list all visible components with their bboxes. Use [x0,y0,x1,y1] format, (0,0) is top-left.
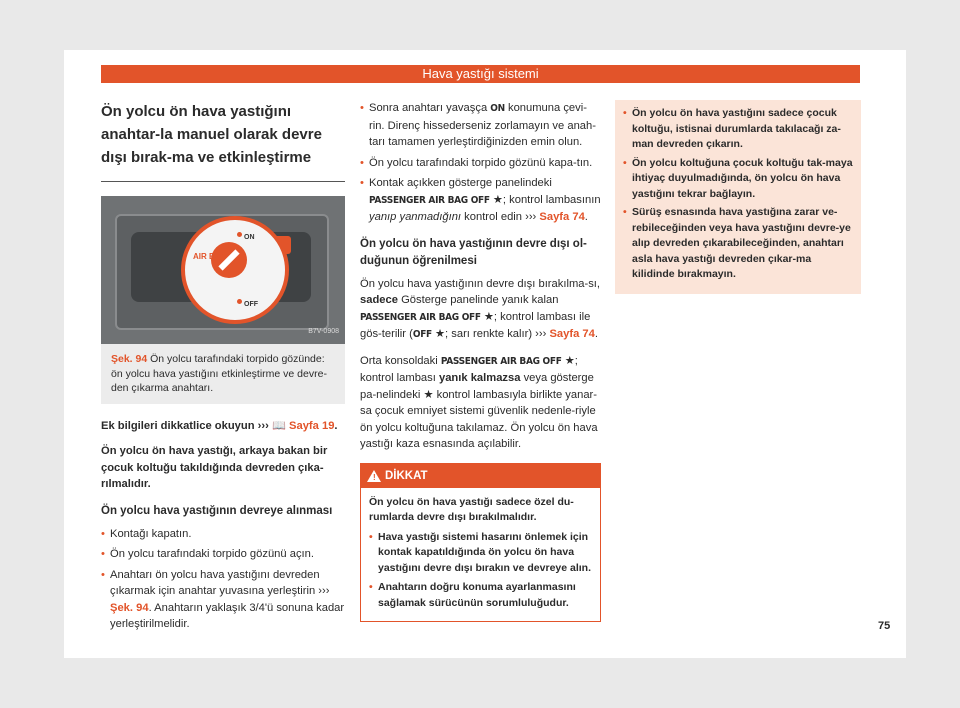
off-dot-icon [237,299,242,304]
intro-page-link[interactable]: Sayfa 19 [289,419,335,432]
warning-body [361,488,600,622]
bullet3-text-a: Anahtarı ön yolcu hava yastığını devreden çıkarmak için anahtar yuvasına yerleştirin ››› [110,568,330,597]
p1-text-d: ; sarı renkte kalır) ››› [445,328,547,340]
page-link[interactable]: Sayfa 74 [549,328,595,340]
console-paragraph: Orta konsoldaki PASSENGER AIR BAG OFF ★; kontrol lambası yanık kalmazsa veya gösterge pa-nelindeki ★ kontrol lambasıyla birlikte yanar-sa çocuk emniyet sistemi güvenlik nedenle-riyle ön yolcu koltuğuna takılamaz. Ön yolcu ön hava yastığı kaza esnasında açılabilir. [360,354,598,450]
bullet3-text-b: . Anahtarın yaklaşık 3/4'ü sonuna kadar yerleştirilmelidir. [110,601,345,630]
caption-text: Ön yolcu tarafındaki torpido gözünde: ön yolcu hava yastığını etkinleştirme ve devre-den çıkarma anahtarı. [111,353,327,394]
p1-end: . [594,328,598,340]
figure-code: B7V-0908 [308,327,339,335]
deactivation-check-heading: Ön yolcu ön hava yastığının devre dışı ol-duğunun öğrenilmesi [360,237,587,267]
airbag-warning-lamp-icon: ★ [564,354,575,367]
p2-bold: yanık kalmazsa [438,372,521,384]
figure-caption [101,344,345,404]
warning-intro: Ön yolcu ön hava yastığı sadece özel du-rumlarda devre dışı bırakılmalıdır. [369,495,574,523]
column-middle [360,100,601,622]
list-item: • Sürüş esnasında hava yastığına zarar ve-rebileceğinden veya hava yastığını devre-ye alıp devreden çıkarabileceğinden, anahtarı asla hava yastığı devreden çıkar-ma kilidinde bırakmayın. [623,205,853,283]
airbag-warning-lamp-icon: ★ [492,193,503,206]
off-lamp-label: OFF [412,329,432,340]
on-position-label: ON [490,103,505,114]
child-seat-warning-text: Ön yolcu ön hava yastığı, arkaya bakan bir çocuk koltuğu takıldığında devreden çıka-rılmalıdır. [101,445,328,490]
glovebox-figure [101,196,345,344]
b3-text-c: kontrol edin ››› [464,211,537,223]
p1-text-a: Ön yolcu hava yastığının devre dışı bırakılma-sı, [360,277,601,290]
intro-paragraph [101,418,345,435]
b3-italic: yanıp yanmadığını [369,211,462,223]
b1-text-a: Sonra anahtarı yavaşça [369,102,488,114]
b3-text-b: kontrol lambasının [509,193,601,206]
title-divider [101,181,345,182]
section-header: Hava yastığı sistemi [101,65,860,83]
p2-text-c: veya gösterge pa-nelindeki [360,372,594,401]
p2-text-a: Orta konsoldaki [360,354,438,367]
airbag-warning-lamp-icon: ★ [435,328,446,340]
list-item: • Ön yolcu ön hava yastığını sadece çocuk koltuğu, istisnai durumlarda takılacağı za-man devreden çıkarın. [623,106,853,153]
airbag-warning-lamp-icon: ★ [423,388,434,401]
b3-text-a: Kontak açıkken gösterge panelindeki [369,177,552,189]
book-icon: 📖 [271,419,286,432]
status-paragraph: Ön yolcu hava yastığının devre dışı bırakılma-sı, sadece Gösterge panelinde yanık kalan PASSENGER AIR BAG OFF ★; kontrol lambası ile gös-terilir (OFF ★; sarı renkte kalır) ››› Sayfa 74. [360,277,601,340]
figure-ref: Şek. 94 [111,353,148,365]
intro-end: . [334,419,338,432]
list-item [360,100,601,151]
warning-title: DİKKAT [385,469,428,482]
page-title: Ön yolcu ön hava yastığını anahtar-la manuel olarak devre dışı bırak-ma ve etkinleştirme [101,103,322,166]
list-item: • Ön yolcu tarafındaki torpido gözünü kapa-tın. [360,155,601,172]
intro-text: Ek bilgileri dikkatlice okuyun ››› [101,419,269,432]
list-item: • Ön yolcu koltuğuna çocuk koltuğu tak-maya ihtiyaç duyulmadığında, ön yolcu ön hava yastığını tekrar bağlayın. [623,156,853,203]
list-item: • Anahtarın doğru konuma ayarlanmasını sağlamak sürücünün sorumluluğudur. [369,580,592,611]
p1-text-b: Gösterge panelinde yanık kalan [401,294,559,306]
b3-end: . [584,211,588,223]
page-number: 75 [878,620,891,632]
warning-header: ! DİKKAT [361,464,600,488]
p1-text-c: kontrol lambası ile gös-terilir ( [360,310,591,340]
note-box [615,100,861,294]
b1-text-b: konumuna çevi-rin. Direnç hissederseniz zorlamayın ve anah-tarı tamamen yerleştirdiğinizden emin olun. [369,102,596,148]
list-item: • Kontağı kapatın. [101,526,345,543]
p1-bold: sadece [360,294,398,306]
passenger-airbag-off-label: PASSENGER AIR BAG OFF [369,194,490,206]
airbag-label: AIR BAG [193,252,227,261]
off-label: OFF [244,301,258,308]
list-item: • Kontak açıkken gösterge panelindeki PASSENGER AIR BAG OFF ★; kontrol lambasının yanıp yanmadığını kontrol edin ››› Sayfa 74. [360,175,601,226]
page-link[interactable]: Sayfa 74 [539,211,585,223]
activation-heading: Ön yolcu hava yastığının devreye alınması [101,504,333,517]
on-label: ON [244,234,255,241]
passenger-airbag-off-label: PASSENGER AIR BAG OFF [360,311,481,323]
airbag-warning-lamp-icon: ★ [483,310,494,323]
on-dot-icon [237,232,242,237]
p2-text-d: kontrol lambasıyla birlikte yanar-sa çocuk emniyet sistemi güvenlik nedenle-riyle ön yolcu koltuğuna takılamaz. Ön yolcu ön hava yastığı kaza esnasında açılabilir. [360,388,598,450]
list-item [101,567,345,633]
warning-box [360,463,601,623]
p2-text-b: kontrol lambası [360,372,436,384]
figure-link[interactable]: Şek. 94 [110,601,149,614]
list-item: • Hava yastığı sistemi hasarını önlemek için kontak kapatıldığında ön yolcu ön hava yastığını devre dışı bırakın ve devreye alın. [369,530,592,577]
passenger-airbag-off-label: PASSENGER AIR BAG OFF [440,355,562,367]
column-left [101,100,345,637]
column-right [615,100,861,294]
list-item: • Ön yolcu tarafındaki torpido gözünü açın. [101,546,345,563]
